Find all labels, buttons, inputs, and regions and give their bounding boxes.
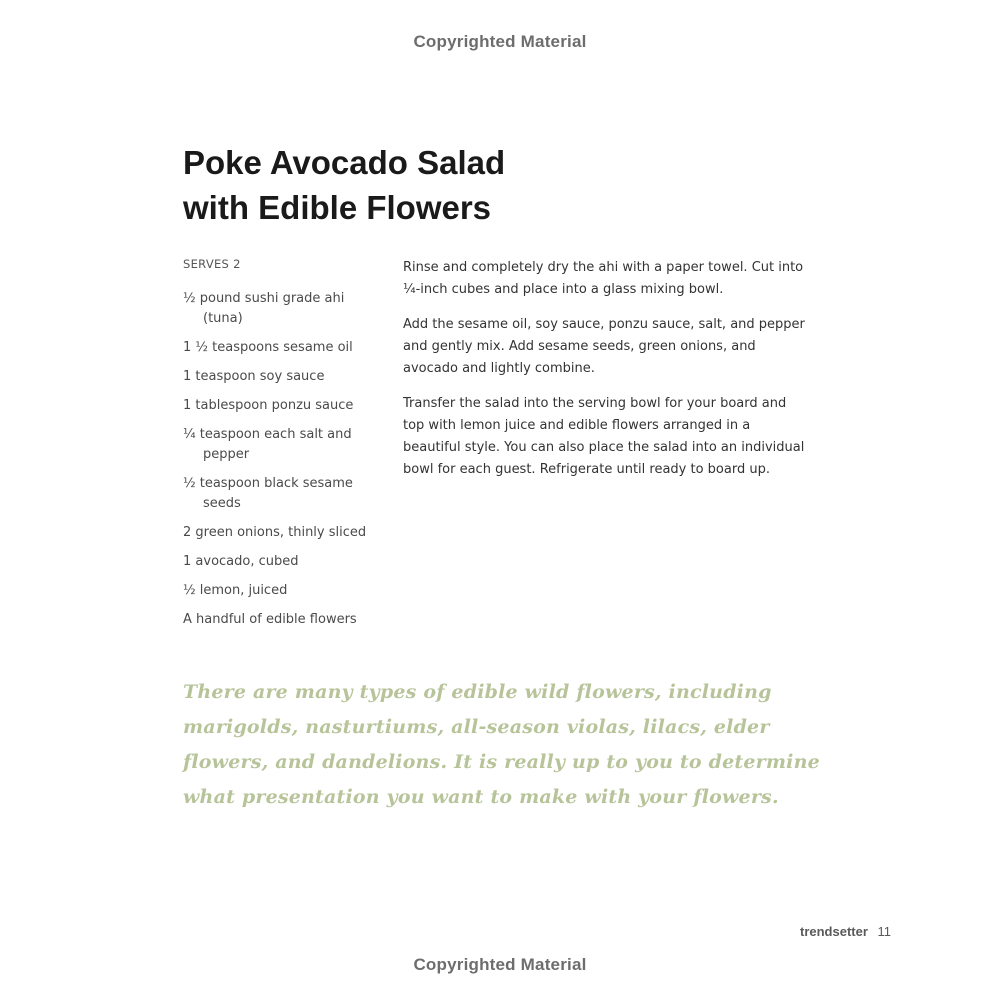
method-step: Transfer the salad into the serving bowl for your board and top with lemon juice and edible flowers arranged in a beautiful style. You can also place the salad into an individual bowl for each guest. Refrigerate until ready to board up. <box>403 396 805 477</box>
page-footer <box>800 924 891 939</box>
method-steps <box>403 257 811 494</box>
ingredient-item: ½ teaspoon black sesame seeds <box>183 476 353 511</box>
ingredient-item: 1 teaspoon soy sauce <box>183 369 325 384</box>
serves-label: SERVES 2 <box>183 257 241 271</box>
ingredient-item: ¼ teaspoon each salt and pepper <box>183 427 352 462</box>
ingredient-list <box>183 289 383 639</box>
ingredient-item: ½ pound sushi grade ahi (tuna) <box>183 291 345 326</box>
ingredient-item: 2 green onions, thinly sliced <box>183 525 367 540</box>
ingredient-item: 1 ½ teaspoons sesame oil <box>183 340 353 355</box>
method-step: Rinse and completely dry the ahi with a paper towel. Cut into ¼-inch cubes and place into a glass mixing bowl. <box>403 260 804 297</box>
copyright-watermark-top: Copyrighted Material <box>413 32 587 51</box>
method-step: Add the sesame oil, soy sauce, ponzu sauce, salt, and pepper and gently mix. Add sesame seeds, green onions, and avocado and lightly combine. <box>403 317 805 376</box>
recipe-title <box>183 140 743 230</box>
ingredient-item: 1 avocado, cubed <box>183 554 299 569</box>
book-title: trendsetter <box>800 924 868 939</box>
ingredient-item: ½ lemon, juiced <box>183 583 288 598</box>
edible-flowers-tip: There are many types of edible wild flowers, including marigolds, nasturtiums, all-season violas, lilacs, elder flowers, and dandelions. It is really up to you to determine what presentation you want to make with your flowers. <box>183 681 820 808</box>
ingredient-item: 1 tablespoon ponzu sauce <box>183 398 354 413</box>
recipe-title-line-2: with Edible Flowers <box>183 189 492 226</box>
page-number: 11 <box>877 924 892 939</box>
ingredient-item: A handful of edible flowers <box>183 612 357 627</box>
recipe-title-line-1: Poke Avocado Salad <box>183 144 506 181</box>
copyright-watermark-bottom: Copyrighted Material <box>413 955 587 974</box>
